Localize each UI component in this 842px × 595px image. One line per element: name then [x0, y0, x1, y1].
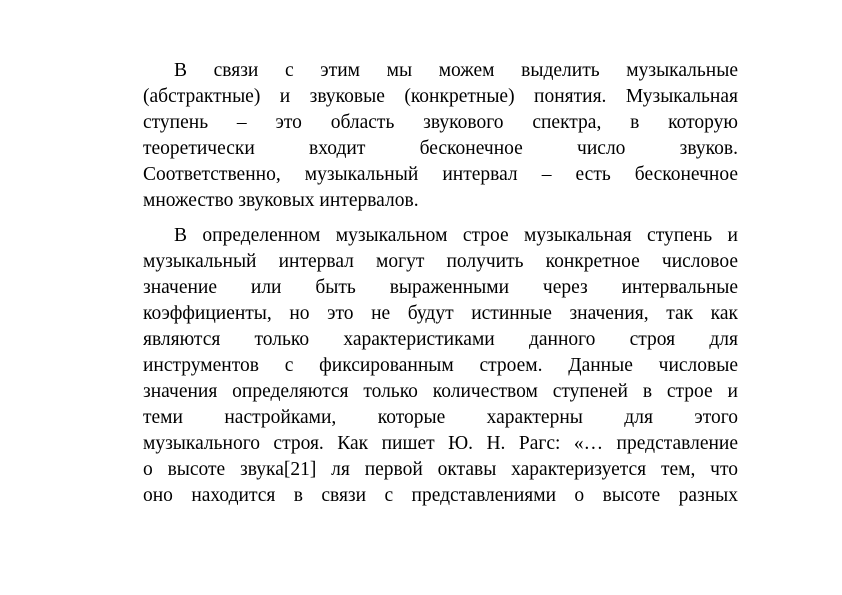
text-line: (абстрактные) и звуковые (конкретные) понятия. Музыкальная — [143, 86, 738, 107]
text-line: теми настройками, которые характерны для этого — [143, 407, 738, 428]
text-line: музыкального строя. Как пишет Ю. Н. Рагс: «… представление — [143, 433, 738, 454]
text-line: о высоте звука[21] ля первой октавы характеризуется тем, что — [143, 459, 738, 480]
paragraph-2 — [143, 223, 738, 509]
text-line: оно находится в связи с представлениями о высоте разных — [143, 485, 738, 506]
text-line: В связи с этим мы можем выделить музыкальные — [174, 60, 738, 81]
text-line: являются только характеристиками данного строя для — [143, 329, 738, 350]
text-line: коэффициенты, но это не будут истинные значения, так как — [143, 303, 738, 324]
text-line: ступень – это область звукового спектра, в которую — [143, 112, 738, 133]
text-line: значения определяются только количеством ступеней в строе и — [143, 381, 738, 402]
body-text — [143, 58, 738, 509]
text-line: инструментов с фиксированным строем. Данные числовые — [143, 355, 738, 376]
text-line: Соответственно, музыкальный интервал – есть бесконечное — [143, 164, 738, 185]
paragraph-1 — [143, 58, 738, 214]
text-line: музыкальный интервал могут получить конкретное числовое — [143, 251, 738, 272]
text-line: теоретически входит бесконечное число звуков. — [143, 138, 738, 159]
text-line: В определенном музыкальном строе музыкальная ступень и — [174, 225, 738, 246]
text-line: значение или быть выраженными через интервальные — [143, 277, 738, 298]
text-line: множество звуковых интервалов. — [143, 190, 419, 211]
